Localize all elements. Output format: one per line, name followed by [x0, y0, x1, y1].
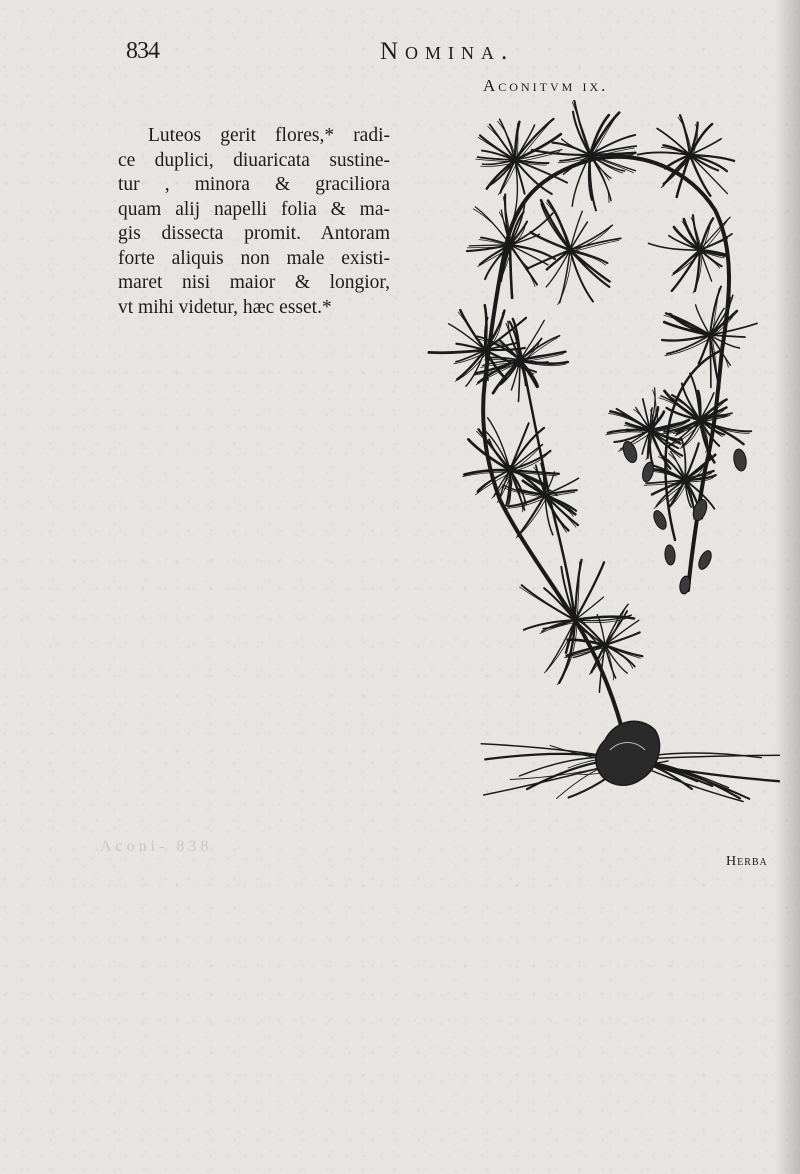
aconite-plant-woodcut-icon: [400, 100, 780, 820]
running-head: Nomina.: [380, 38, 515, 65]
plate-title: Aconitvm ix.: [483, 76, 609, 95]
leaf-stroke: [570, 238, 621, 250]
text-line: ce duplici, diuaricata sustine-: [118, 149, 390, 171]
leaf-stroke: [710, 335, 711, 388]
leaf-stroke: [570, 250, 593, 302]
leaf-stroke: [541, 200, 570, 250]
page-number: 834: [126, 38, 159, 64]
leaf-stroke: [429, 350, 485, 353]
leaf-stroke: [680, 115, 690, 155]
text-line: forte aliquis non male existi-: [118, 247, 390, 269]
text-line: quam alij napelli folia & ma-: [118, 198, 390, 220]
text-line: Luteos gerit flores,* radi-: [148, 125, 390, 146]
leaf-stroke: [547, 250, 570, 270]
leaf-stroke: [575, 617, 634, 620]
text-line: gis dissecta promit. Antoram: [118, 223, 390, 244]
leaf-stroke: [457, 350, 485, 379]
text-line: tur , minora & graciliora: [118, 174, 390, 195]
text-line: vt mihi videtur, hæc esset.*: [118, 296, 332, 318]
text-line: maret nisi maior & longior,: [118, 272, 390, 293]
leaf-stroke: [529, 250, 571, 268]
leaf-stroke: [710, 335, 745, 337]
leaf-stroke: [480, 135, 515, 160]
show-through-text: Aconi- 838: [100, 838, 213, 855]
leaf-stroke: [522, 585, 575, 620]
body-paragraph: [118, 124, 390, 320]
catchword: Herba: [726, 854, 768, 869]
leaf-stroke: [515, 134, 561, 160]
